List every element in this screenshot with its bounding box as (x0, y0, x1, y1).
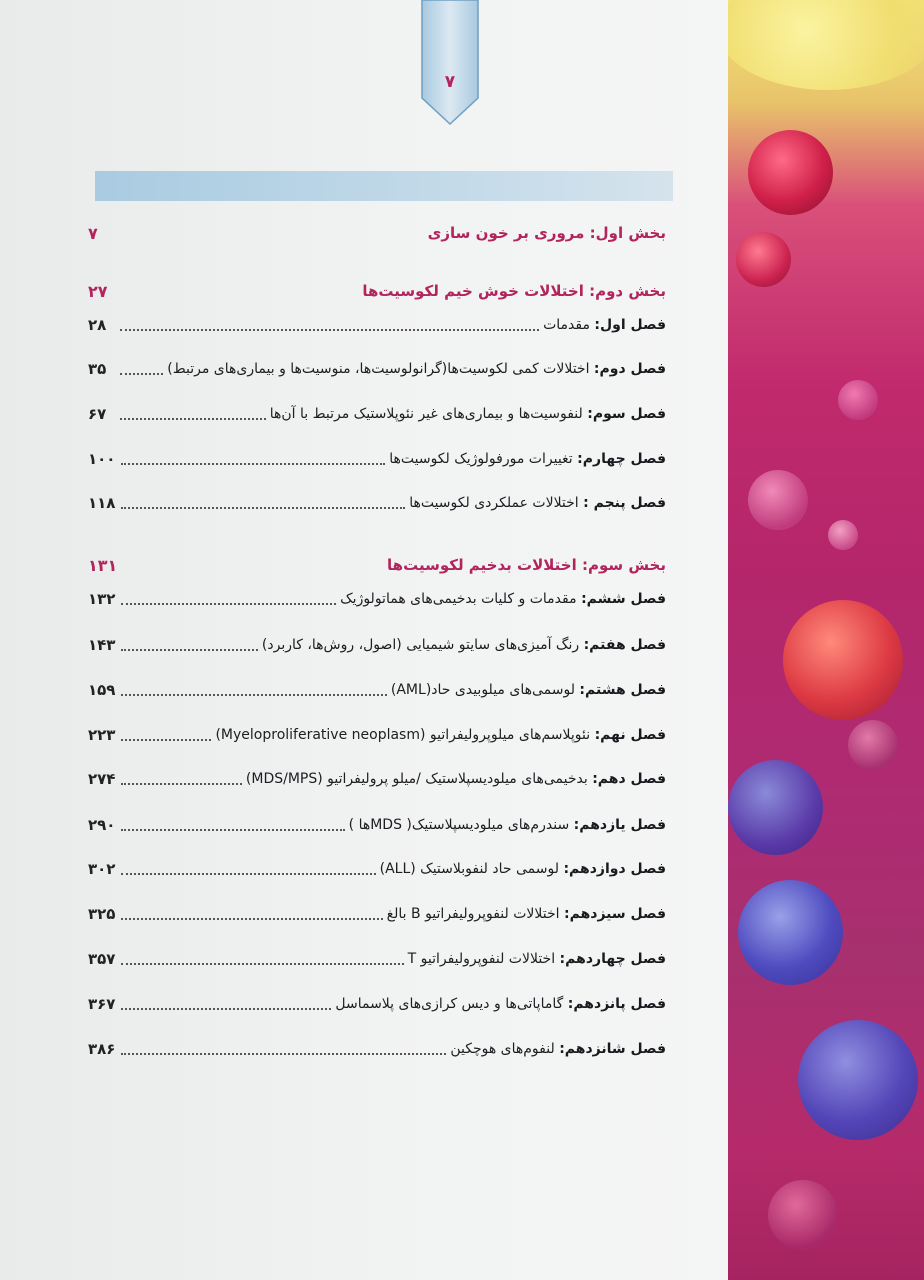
toc-prefix: بخش سوم: (581, 556, 666, 574)
toc-title (543, 317, 666, 333)
toc-page-number: ۱۳۲ (88, 590, 116, 608)
toc-title-text: لوسمی حاد لنفوبلاستیک (ALL) (379, 861, 559, 877)
toc-page-number: ۱۳۱ (88, 555, 118, 575)
toc-title-text: نئوپلاسم‌های میلوپرولیفراتیو (Myeloproliferative neoplasm) (215, 727, 591, 743)
toc-entry (88, 356, 666, 382)
toc-entry (88, 901, 666, 927)
toc-entry (88, 401, 666, 427)
toc-page-number: ۱۵۹ (88, 681, 116, 699)
toc-entry (88, 490, 666, 516)
toc-title (389, 451, 666, 467)
toc-prefix: فصل نهم: (594, 727, 666, 743)
toc-prefix: فصل سیزدهم: (564, 906, 666, 922)
toc-entry (88, 632, 666, 658)
toc-page-number: ۲۲۳ (88, 726, 116, 744)
toc-title-text: لنفوم‌های هوچکین (450, 1041, 555, 1057)
page-number: ۷ (444, 72, 456, 92)
toc-prefix: فصل پنجم : (583, 495, 666, 511)
toc-title-text: اختلالات کمی لکوسیت‌ها(گرانولوسیت‌ها، منوسیت‌ها و بیماری‌های مرتبط) (167, 361, 590, 377)
toc-entry (88, 812, 666, 838)
toc-entry (88, 766, 666, 792)
toc-title-text: مقدمات (543, 317, 590, 333)
toc-page-number: ۲۸ (88, 316, 107, 334)
toc-prefix: فصل شانزدهم: (559, 1041, 666, 1057)
toc-prefix: فصل دهم: (592, 771, 666, 787)
toc-page-number: ۳۸۶ (88, 1040, 116, 1058)
toc-title-text: مقدمات و کلیات بدخیمی‌های هماتولوژیک (340, 591, 577, 607)
toc-title (362, 282, 666, 300)
toc-title (450, 1041, 666, 1057)
dot-leader (121, 694, 386, 696)
toc-entry (88, 1036, 666, 1062)
dot-leader (121, 873, 375, 875)
toc-title (335, 996, 666, 1012)
toc-title (391, 682, 666, 698)
toc-title (340, 591, 666, 607)
toc-title-text: اختلالات لنفوپرولیفراتیو B بالغ (386, 906, 560, 922)
toc-page-number: ۱۴۳ (88, 636, 116, 654)
toc-entry (88, 946, 666, 972)
dot-leader (121, 783, 241, 785)
toc-page-number: ۲۷ (88, 281, 108, 301)
toc-section (88, 220, 666, 246)
toc-title (387, 906, 666, 922)
toc-title-text: لنفوسیت‌ها و بیماری‌های غیر نئوپلاستیک مرتبط با آن‌ها (269, 406, 583, 422)
toc-page-number: ۳۵۷ (88, 950, 116, 968)
header-bar (95, 171, 673, 201)
toc-page-number: ۷ (88, 223, 98, 243)
cover-artwork (728, 0, 924, 1280)
toc-title (215, 727, 666, 743)
toc-title (262, 637, 666, 653)
toc-entry (88, 991, 666, 1017)
toc-prefix: فصل چهاردهم: (559, 951, 666, 967)
toc-title-text: لوسمی‌های میلوبیدی حاد(AML) (390, 682, 575, 698)
toc-title-text: بدخیمی‌های میلودیسپلاستیک /میلو پرولیفراتیو (MDS/MPS) (245, 771, 588, 787)
toc-title (270, 406, 666, 422)
toc-title (387, 556, 666, 574)
toc-entry (88, 586, 666, 612)
toc-title-text: تغییرات مورفولوژیک لکوسیت‌ها (389, 451, 573, 467)
dot-leader (121, 739, 211, 741)
dot-leader (120, 329, 539, 331)
toc-title (428, 224, 666, 242)
dot-leader (121, 649, 257, 651)
toc-entry (88, 677, 666, 703)
toc-prefix: فصل هفتم: (583, 637, 666, 653)
toc-title-text: اختلالات لنفوپرولیفراتیو T (407, 951, 556, 967)
dot-leader (121, 918, 382, 920)
toc-title (246, 771, 666, 787)
toc-title-text: اختلالات بدخیم لکوسیت‌ها (387, 556, 577, 574)
toc-section (88, 552, 666, 578)
toc-title-text: اختلالات عملکردی لکوسیت‌ها (409, 495, 579, 511)
toc-entry (88, 446, 666, 472)
toc-prefix: فصل ششم: (581, 591, 666, 607)
dot-leader (121, 463, 385, 465)
toc-title (167, 361, 666, 377)
toc-title-text: سندرم‌های میلودیسپلاستیک( MDSها ) (348, 817, 570, 833)
dot-leader (121, 507, 405, 509)
toc-entry (88, 722, 666, 748)
toc-page-number: ۳۵ (88, 360, 107, 378)
toc-prefix: فصل چهارم: (577, 451, 666, 467)
toc-page-number: ۱۱۸ (88, 494, 116, 512)
toc-prefix: فصل دوازدهم: (563, 861, 666, 877)
toc-entry (88, 856, 666, 882)
toc-page-number: ۶۷ (88, 405, 107, 423)
toc-title (349, 817, 666, 833)
toc-entry (88, 312, 666, 338)
dot-leader (121, 963, 403, 965)
toc-title (408, 951, 666, 967)
toc-page-number: ۱۰۰ (88, 450, 116, 468)
dot-leader (121, 1053, 446, 1055)
toc-title-text: مروری بر خون سازی (427, 224, 585, 242)
toc-title-text: رنگ آمیزی‌های سایتو شیمیایی (اصول، روش‌ها، کاربرد) (261, 637, 580, 653)
page-number-ribbon (420, 0, 480, 126)
toc-page-number: ۳۰۲ (88, 860, 116, 878)
toc-page-number: ۲۷۴ (88, 770, 116, 788)
toc-prefix: فصل هشتم: (579, 682, 666, 698)
toc-prefix: فصل سوم: (587, 406, 666, 422)
dot-leader (121, 829, 344, 831)
toc-prefix: بخش اول: (589, 224, 666, 242)
toc-prefix: فصل یازدهم: (573, 817, 666, 833)
toc-prefix: فصل دوم: (593, 361, 666, 377)
toc-prefix: بخش دوم: (589, 282, 666, 300)
toc-title (380, 861, 666, 877)
toc-title (409, 495, 666, 511)
toc-section (88, 278, 666, 304)
toc-prefix: فصل پانزدهم: (567, 996, 666, 1012)
toc-prefix: فصل اول: (594, 317, 666, 333)
toc-page-number: ۳۲۵ (88, 905, 116, 923)
dot-leader (121, 603, 336, 605)
toc-page-number: ۲۹۰ (88, 816, 116, 834)
dot-leader (121, 1008, 331, 1010)
toc-title-text: اختلالات خوش خیم لکوسیت‌ها (362, 282, 584, 300)
dot-leader (120, 373, 163, 375)
dot-leader (120, 418, 266, 420)
toc-title-text: گاماپاتی‌ها و دیس کرازی‌های پلاسماسل (335, 996, 564, 1012)
toc-page-number: ۳۶۷ (88, 995, 116, 1013)
